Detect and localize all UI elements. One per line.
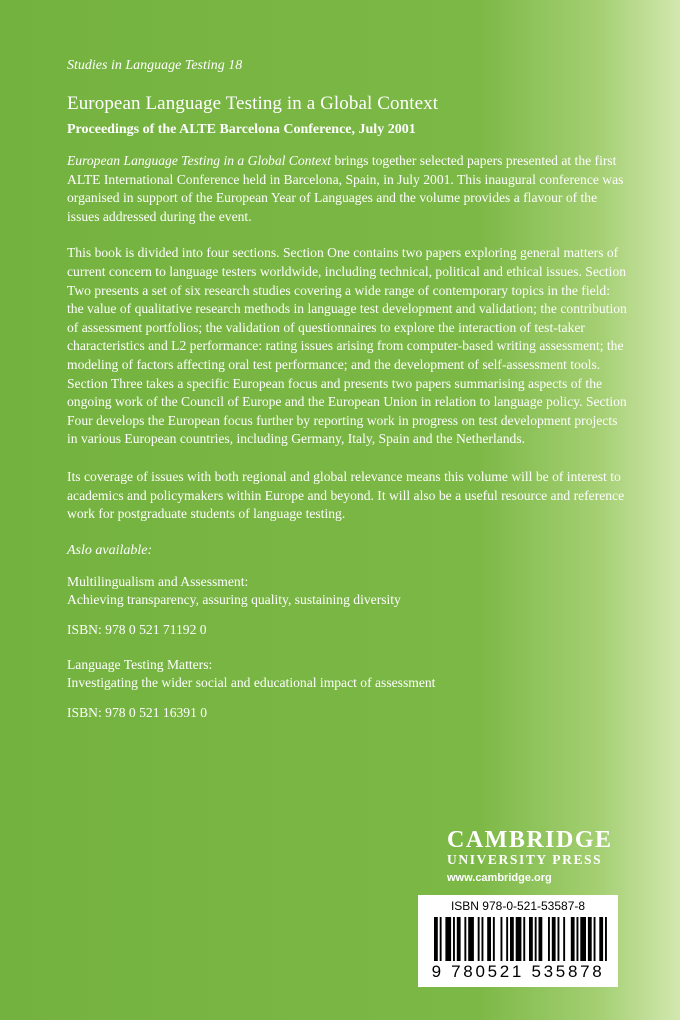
related-book-isbn: ISBN: 978 0 521 71192 0	[67, 621, 207, 637]
related-book-subtitle: Investigating the wider social and educational impact of assessment	[67, 675, 436, 691]
description-paragraph-3: Its coverage of issues with both regional and global relevance means this volume will be of interest to academics and policymakers within Europe and beyond. It will also be a useful resource and reference work for postgraduate students of language testing.	[67, 468, 625, 522]
barcode-bar	[594, 917, 596, 961]
related-book	[67, 656, 627, 693]
barcode-bar	[478, 917, 480, 961]
barcode-bar	[571, 917, 575, 961]
book-subtitle: Proceedings of the ALTE Barcelona Conference, July 2001	[67, 122, 416, 137]
series-name: Studies in Language Testing 18	[67, 58, 243, 73]
barcode-bar	[510, 917, 514, 961]
related-book-subtitle: Achieving transparency, assuring quality, sustaining diversity	[67, 592, 401, 608]
publisher-url: www.cambridge.org	[447, 872, 552, 884]
barcode-bar	[605, 917, 607, 961]
description-paragraph-1-text: brings together selected papers presented at the first ALTE International Conference held in Barcelona, Spain, in July 2001. This inaugural conference was organised in support of the European Year of Languages and the volume provides a flavour of the issues addressed during the event.	[67, 153, 624, 224]
barcode-bar	[468, 917, 474, 961]
description-paragraph-2: This book is divided into four sections. Section One contains two papers exploring general matters of current concern to language testers worldwide, including technical, political and ethical issues. Section Two presents a set of six research studies covering a wide range of contemporary topics in the field: the value of qualitative research methods in language test development and validation; the contribution of assessment portfolios; the validation of questionnaires to explore the interaction of test-taker characteristics and L2 performance: rating issues arising from computer-based writing assessment; the modeling of factors affecting oral test performance; and the development of self-assessment tools. Section Three takes a specific European focus and presents two papers summarising aspects of the ongoing work of the Council of Europe and the European Union in relation to language policy. Section Four develops the European focus further by reporting work in progress on test development projects in various European countries, including Germany, Italy, Spain and the Netherlands.	[67, 245, 627, 447]
description-title-italic: European Language Testing in a Global Context	[67, 153, 332, 168]
barcode-bar	[558, 917, 560, 961]
related-book-title: Language Testing Matters:	[67, 656, 213, 672]
book-title: European Language Testing in a Global Context	[67, 93, 439, 114]
related-book-title: Multilingualism and Assessment:	[67, 573, 249, 589]
publisher-name: CAMBRIDGE	[447, 827, 613, 853]
barcode-bar	[563, 917, 565, 961]
barcode-bar	[506, 917, 508, 961]
barcode-bar	[434, 917, 438, 961]
barcode-bar	[493, 917, 495, 961]
barcode-bar	[588, 917, 592, 961]
related-book	[67, 573, 627, 610]
publisher-logo	[447, 828, 622, 886]
barcode-digits: 9 780521 535878	[431, 962, 605, 981]
barcode-bar	[464, 917, 466, 961]
barcode-bar	[529, 917, 533, 961]
barcode-bar	[482, 917, 484, 961]
barcode-bar	[535, 917, 537, 961]
description-paragraph-1	[67, 152, 627, 226]
barcode-bar	[599, 917, 603, 961]
barcode-isbn-label: ISBN 978-0-521-53587-8	[450, 899, 586, 913]
barcode-bar	[516, 917, 522, 961]
back-cover-text	[67, 58, 627, 739]
barcode-bar	[453, 917, 455, 961]
barcode-bar	[580, 917, 586, 961]
barcode-bar	[487, 917, 491, 961]
barcode-bar	[577, 917, 579, 961]
publisher-press: UNIVERSITY PRESS	[447, 852, 603, 867]
barcode-bar	[552, 917, 556, 961]
barcode-bar	[445, 917, 451, 961]
barcode-bar	[539, 917, 543, 961]
isbn-barcode	[418, 895, 618, 987]
barcode-bar	[440, 917, 442, 961]
also-available-label: Aslo available:	[67, 542, 153, 558]
barcode-bar	[548, 917, 550, 961]
barcode-bar	[523, 917, 525, 961]
barcode-bar	[501, 917, 503, 961]
barcode-bar	[457, 917, 461, 961]
related-book-isbn: ISBN: 978 0 521 16391 0	[67, 705, 208, 721]
